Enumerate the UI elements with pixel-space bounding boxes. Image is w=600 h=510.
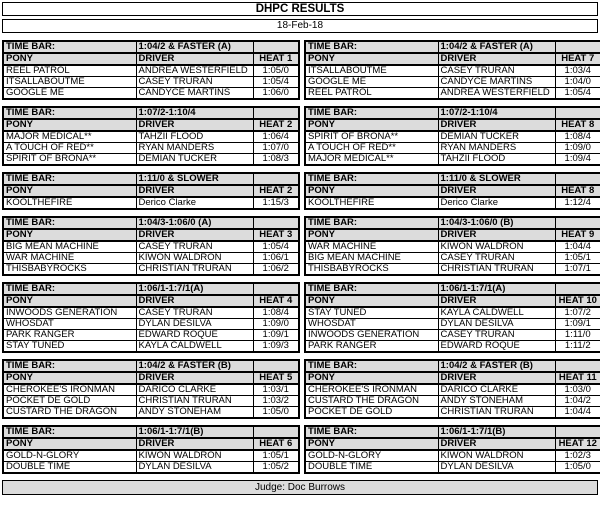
driver-name: KAYLA CALDWELL	[136, 341, 253, 353]
pony-name: ITSALLABOUTME	[305, 65, 438, 77]
heat-time: 1:03/0	[555, 384, 600, 396]
heat-column-header: HEAT 8	[555, 185, 600, 197]
result-row	[3, 330, 299, 341]
result-row	[305, 384, 600, 396]
heat-section	[2, 359, 598, 419]
column-header-row	[305, 53, 600, 65]
heat-table-left	[2, 359, 300, 419]
heat-column-header: HEAT 3	[253, 229, 299, 241]
heat-time: 1:09/0	[253, 319, 299, 330]
driver-name: CANDYCE MARTINS	[136, 88, 253, 100]
pony-name: THISBABYROCKS	[305, 264, 438, 276]
driver-name: KAYLA CALDWELL	[438, 307, 555, 319]
time-bar-empty-cell	[253, 41, 299, 53]
heat-time: 1:08/3	[253, 154, 299, 166]
driver-name: CASEY TRURAN	[438, 330, 555, 341]
heat-column-header: HEAT 4	[253, 295, 299, 307]
time-bar-row	[3, 41, 299, 53]
result-row	[3, 319, 299, 330]
heat-time: 1:06/1	[253, 253, 299, 264]
pony-name: KOOLTHEFIRE	[3, 197, 136, 209]
pony-name: CUSTARD THE DRAGON	[3, 407, 136, 419]
pony-column-header: PONY	[3, 185, 136, 197]
pony-column-header: PONY	[305, 53, 438, 65]
heat-table-right	[304, 172, 600, 210]
heat-time: 1:03/1	[253, 384, 299, 396]
result-row	[3, 407, 299, 419]
driver-name: TAHZII FLOOD	[438, 154, 555, 166]
heat-time: 1:05/0	[253, 407, 299, 419]
heat-time: 1:11/0	[555, 330, 600, 341]
driver-name: Derico Clarke	[136, 197, 253, 209]
driver-name: DYLAN DESILVA	[136, 319, 253, 330]
result-row	[305, 65, 600, 77]
heat-section	[2, 282, 598, 353]
heat-column-header: HEAT 10	[555, 295, 600, 307]
driver-name: CHRISTIAN TRURAN	[136, 264, 253, 276]
heat-section	[2, 216, 598, 276]
heat-table-left	[2, 425, 300, 474]
time-bar-label: TIME BAR:	[305, 107, 438, 119]
time-bar-value: 1:07/2-1:10/4	[438, 107, 555, 119]
time-bar-label: TIME BAR:	[3, 360, 136, 372]
time-bar-empty-cell	[253, 173, 299, 185]
result-row	[305, 197, 600, 209]
driver-name: CASEY TRURAN	[438, 65, 555, 77]
heat-time: 1:06/4	[253, 131, 299, 143]
judge-bar: Judge: Doc Burrows	[2, 480, 598, 495]
pony-column-header: PONY	[305, 229, 438, 241]
time-bar-row	[305, 426, 600, 438]
time-bar-empty-cell	[555, 217, 600, 229]
time-bar-empty-cell	[555, 283, 600, 295]
heat-column-header: HEAT 6	[253, 438, 299, 450]
result-row	[3, 307, 299, 319]
result-row	[305, 319, 600, 330]
time-bar-empty-cell	[253, 283, 299, 295]
driver-name: CASEY TRURAN	[136, 307, 253, 319]
pony-column-header: PONY	[3, 438, 136, 450]
driver-column-header: DRIVER	[136, 295, 253, 307]
heat-time: 1:04/4	[555, 241, 600, 253]
heat-time: 1:07/1	[555, 264, 600, 276]
result-row	[305, 241, 600, 253]
pony-name: PARK RANGER	[3, 330, 136, 341]
time-bar-row	[305, 283, 600, 295]
result-row	[305, 462, 600, 474]
driver-column-header: DRIVER	[438, 185, 555, 197]
driver-name: KIWON WALDRON	[136, 253, 253, 264]
result-row	[305, 341, 600, 353]
time-bar-value: 1:06/1-1:7/1(B)	[136, 426, 253, 438]
driver-name: CHRISTIAN TRURAN	[438, 264, 555, 276]
driver-name: EDWARD ROQUE	[136, 330, 253, 341]
time-bar-row	[3, 217, 299, 229]
heat-table-right	[304, 425, 600, 474]
heat-time: 1:05/0	[555, 462, 600, 474]
event-date: 18-Feb-18	[2, 19, 598, 33]
time-bar-value: 1:06/1-1:7/1(A)	[438, 283, 555, 295]
driver-name: RYAN MANDERS	[136, 143, 253, 154]
heat-time: 1:08/4	[253, 307, 299, 319]
time-bar-value: 1:06/1-1:7/1(A)	[136, 283, 253, 295]
driver-column-header: DRIVER	[438, 229, 555, 241]
result-row	[3, 341, 299, 353]
pony-name: GOLD-N-GLORY	[3, 450, 136, 462]
driver-column-header: DRIVER	[136, 372, 253, 384]
pony-column-header: PONY	[3, 229, 136, 241]
pony-name: BIG MEAN MACHINE	[305, 253, 438, 264]
column-header-row	[3, 438, 299, 450]
heat-column-header: HEAT 2	[253, 119, 299, 131]
driver-name: RYAN MANDERS	[438, 143, 555, 154]
pony-name: A TOUCH OF RED**	[3, 143, 136, 154]
driver-column-header: DRIVER	[438, 372, 555, 384]
heat-time: 1:11/2	[555, 341, 600, 353]
result-row	[3, 65, 299, 77]
driver-column-header: DRIVER	[136, 119, 253, 131]
time-bar-value: 1:04/2 & FASTER (A)	[136, 41, 253, 53]
result-row	[305, 450, 600, 462]
time-bar-label: TIME BAR:	[305, 41, 438, 53]
driver-column-header: DRIVER	[438, 295, 555, 307]
pony-name: CHEROKEE'S IRONMAN	[305, 384, 438, 396]
driver-name: DYLAN DESILVA	[136, 462, 253, 474]
driver-name: CASEY TRURAN	[136, 241, 253, 253]
time-bar-row	[305, 41, 600, 53]
result-row	[305, 253, 600, 264]
heat-time: 1:05/4	[555, 88, 600, 100]
heat-time: 1:02/3	[555, 450, 600, 462]
heat-column-header: HEAT 7	[555, 53, 600, 65]
time-bar-label: TIME BAR:	[305, 426, 438, 438]
heat-table-right	[304, 106, 600, 166]
heat-column-header: HEAT 9	[555, 229, 600, 241]
time-bar-label: TIME BAR:	[305, 360, 438, 372]
driver-column-header: DRIVER	[438, 53, 555, 65]
pony-name: INWOODS GENERATION	[305, 330, 438, 341]
column-header-row	[305, 185, 600, 197]
driver-column-header: DRIVER	[438, 438, 555, 450]
result-row	[305, 154, 600, 166]
time-bar-label: TIME BAR:	[3, 41, 136, 53]
time-bar-row	[3, 426, 299, 438]
time-bar-empty-cell	[555, 426, 600, 438]
pony-name: CUSTARD THE DRAGON	[305, 396, 438, 407]
result-row	[3, 197, 299, 209]
heat-table-left	[2, 172, 300, 210]
time-bar-row	[305, 173, 600, 185]
result-row	[3, 88, 299, 100]
result-row	[3, 384, 299, 396]
driver-name: DARICO CLARKE	[438, 384, 555, 396]
time-bar-empty-cell	[555, 41, 600, 53]
time-bar-value: 1:04/2 & FASTER (B)	[438, 360, 555, 372]
result-row	[3, 241, 299, 253]
heat-table-right	[304, 40, 600, 100]
pony-name: INWOODS GENERATION	[3, 307, 136, 319]
time-bar-label: TIME BAR:	[3, 173, 136, 185]
result-row	[3, 131, 299, 143]
time-bar-empty-cell	[555, 360, 600, 372]
column-header-row	[305, 372, 600, 384]
heat-table-left	[2, 106, 300, 166]
column-header-row	[3, 119, 299, 131]
pony-name: REEL PATROL	[3, 65, 136, 77]
driver-name: EDWARD ROQUE	[438, 341, 555, 353]
heat-time: 1:07/2	[555, 307, 600, 319]
heat-time: 1:09/0	[555, 143, 600, 154]
time-bar-row	[3, 283, 299, 295]
time-bar-value: 1:07/2-1:10/4	[136, 107, 253, 119]
heat-time: 1:09/1	[253, 330, 299, 341]
heat-column-header: HEAT 11	[555, 372, 600, 384]
driver-name: CASEY TRURAN	[136, 77, 253, 88]
time-bar-value: 1:11/0 & SLOWER	[438, 173, 555, 185]
heat-table-left	[2, 282, 300, 353]
pony-name: STAY TUNED	[3, 341, 136, 353]
heat-time: 1:06/0	[253, 88, 299, 100]
result-row	[305, 407, 600, 419]
result-row	[3, 154, 299, 166]
result-row	[3, 77, 299, 88]
driver-name: KIWON WALDRON	[136, 450, 253, 462]
pony-column-header: PONY	[3, 53, 136, 65]
time-bar-row	[305, 217, 600, 229]
column-header-row	[305, 438, 600, 450]
time-bar-label: TIME BAR:	[3, 217, 136, 229]
driver-name: DARICO CLARKE	[136, 384, 253, 396]
heat-column-header: HEAT 2	[253, 185, 299, 197]
pony-name: A TOUCH OF RED**	[305, 143, 438, 154]
result-row	[305, 143, 600, 154]
time-bar-empty-cell	[253, 107, 299, 119]
driver-name: ANDY STONEHAM	[438, 396, 555, 407]
time-bar-value: 1:04/3-1:06/0 (B)	[438, 217, 555, 229]
pony-name: POCKET DE GOLD	[3, 396, 136, 407]
driver-name: Derico Clarke	[438, 197, 555, 209]
pony-name: REEL PATROL	[305, 88, 438, 100]
result-row	[3, 396, 299, 407]
heat-time: 1:07/0	[253, 143, 299, 154]
heat-section	[2, 172, 598, 210]
result-row	[3, 450, 299, 462]
driver-name: ANDY STONEHAM	[136, 407, 253, 419]
result-row	[3, 143, 299, 154]
heat-time: 1:04/4	[555, 407, 600, 419]
time-bar-empty-cell	[555, 173, 600, 185]
driver-name: CHRISTIAN TRURAN	[438, 407, 555, 419]
driver-name: KIWON WALDRON	[438, 241, 555, 253]
result-row	[305, 307, 600, 319]
result-row	[305, 88, 600, 100]
driver-name: ANDREA WESTERFIELD	[438, 88, 555, 100]
time-bar-label: TIME BAR:	[305, 217, 438, 229]
column-header-row	[305, 229, 600, 241]
heat-table-right	[304, 216, 600, 276]
column-header-row	[3, 229, 299, 241]
pony-column-header: PONY	[3, 295, 136, 307]
heat-column-header: HEAT 12	[555, 438, 600, 450]
result-row	[305, 131, 600, 143]
pony-name: WHOSDAT	[3, 319, 136, 330]
time-bar-value: 1:11/0 & SLOWER	[136, 173, 253, 185]
pony-name: DOUBLE TIME	[3, 462, 136, 474]
heat-time: 1:08/4	[555, 131, 600, 143]
pony-column-header: PONY	[3, 372, 136, 384]
driver-name: DYLAN DESILVA	[438, 319, 555, 330]
driver-name: DYLAN DESILVA	[438, 462, 555, 474]
driver-name: TAHZII FLOOD	[136, 131, 253, 143]
pony-name: THISBABYROCKS	[3, 264, 136, 276]
heat-time: 1:06/2	[253, 264, 299, 276]
column-header-row	[305, 119, 600, 131]
heat-table-left	[2, 40, 300, 100]
result-row	[3, 264, 299, 276]
driver-column-header: DRIVER	[136, 53, 253, 65]
time-bar-row	[305, 107, 600, 119]
time-bar-label: TIME BAR:	[305, 283, 438, 295]
heat-sections-container	[2, 40, 598, 474]
column-header-row	[3, 185, 299, 197]
pony-column-header: PONY	[305, 372, 438, 384]
result-row	[305, 264, 600, 276]
driver-name: CHRISTIAN TRURAN	[136, 396, 253, 407]
driver-name: DEMIAN TUCKER	[136, 154, 253, 166]
heat-time: 1:04/2	[555, 396, 600, 407]
time-bar-label: TIME BAR:	[3, 283, 136, 295]
heat-section	[2, 106, 598, 166]
heat-time: 1:05/0	[253, 65, 299, 77]
column-header-row	[3, 295, 299, 307]
heat-time: 1:12/4	[555, 197, 600, 209]
pony-name: KOOLTHEFIRE	[305, 197, 438, 209]
heat-section	[2, 40, 598, 100]
pony-name: GOLD-N-GLORY	[305, 450, 438, 462]
time-bar-empty-cell	[253, 217, 299, 229]
result-row	[3, 253, 299, 264]
driver-column-header: DRIVER	[136, 229, 253, 241]
heat-time: 1:05/1	[555, 253, 600, 264]
time-bar-value: 1:04/2 & FASTER (B)	[136, 360, 253, 372]
heat-time: 1:09/1	[555, 319, 600, 330]
heat-time: 1:05/1	[253, 450, 299, 462]
heat-table-right	[304, 282, 600, 353]
heat-time: 1:05/4	[253, 241, 299, 253]
heat-column-header: HEAT 1	[253, 53, 299, 65]
heat-time: 1:09/3	[253, 341, 299, 353]
pony-name: WAR MACHINE	[305, 241, 438, 253]
time-bar-row	[3, 360, 299, 372]
pony-column-header: PONY	[305, 438, 438, 450]
time-bar-value: 1:04/2 & FASTER (A)	[438, 41, 555, 53]
pony-column-header: PONY	[305, 295, 438, 307]
pony-name: WHOSDAT	[305, 319, 438, 330]
pony-name: CHEROKEE'S IRONMAN	[3, 384, 136, 396]
pony-name: ITSALLABOUTME	[3, 77, 136, 88]
driver-name: KIWON WALDRON	[438, 450, 555, 462]
result-row	[305, 77, 600, 88]
column-header-row	[3, 53, 299, 65]
pony-name: MAJOR MEDICAL**	[3, 131, 136, 143]
pony-column-header: PONY	[305, 119, 438, 131]
driver-name: CASEY TRURAN	[438, 253, 555, 264]
pony-name: PARK RANGER	[305, 341, 438, 353]
time-bar-row	[305, 360, 600, 372]
pony-name: BIG MEAN MACHINE	[3, 241, 136, 253]
driver-name: DEMIAN TUCKER	[438, 131, 555, 143]
time-bar-label: TIME BAR:	[3, 426, 136, 438]
column-header-row	[3, 372, 299, 384]
time-bar-label: TIME BAR:	[305, 173, 438, 185]
heat-table-left	[2, 216, 300, 276]
driver-column-header: DRIVER	[438, 119, 555, 131]
pony-name: SPIRIT OF BRONA**	[3, 154, 136, 166]
pony-name: MAJOR MEDICAL**	[305, 154, 438, 166]
pony-name: SPIRIT OF BRONA**	[305, 131, 438, 143]
pony-name: WAR MACHINE	[3, 253, 136, 264]
time-bar-empty-cell	[253, 426, 299, 438]
driver-column-header: DRIVER	[136, 185, 253, 197]
heat-time: 1:15/3	[253, 197, 299, 209]
pony-name: POCKET DE GOLD	[305, 407, 438, 419]
pony-name: GOOGLE ME	[305, 77, 438, 88]
heat-time: 1:04/0	[555, 77, 600, 88]
time-bar-empty-cell	[555, 107, 600, 119]
pony-name: GOOGLE ME	[3, 88, 136, 100]
heat-time: 1:03/4	[555, 65, 600, 77]
pony-column-header: PONY	[3, 119, 136, 131]
heat-time: 1:05/4	[253, 77, 299, 88]
time-bar-row	[3, 107, 299, 119]
pony-name: STAY TUNED	[305, 307, 438, 319]
pony-column-header: PONY	[305, 185, 438, 197]
driver-column-header: DRIVER	[136, 438, 253, 450]
heat-section	[2, 425, 598, 474]
result-row	[305, 396, 600, 407]
column-header-row	[305, 295, 600, 307]
result-row	[3, 462, 299, 474]
time-bar-value: 1:04/3-1:06/0 (A)	[136, 217, 253, 229]
heat-column-header: HEAT 8	[555, 119, 600, 131]
heat-time: 1:05/2	[253, 462, 299, 474]
driver-name: ANDREA WESTERFIELD	[136, 65, 253, 77]
time-bar-empty-cell	[253, 360, 299, 372]
driver-name: CANDYCE MARTINS	[438, 77, 555, 88]
heat-time: 1:03/2	[253, 396, 299, 407]
heat-table-right	[304, 359, 600, 419]
heat-time: 1:09/4	[555, 154, 600, 166]
time-bar-row	[3, 173, 299, 185]
time-bar-label: TIME BAR:	[3, 107, 136, 119]
heat-column-header: HEAT 5	[253, 372, 299, 384]
result-row	[305, 330, 600, 341]
time-bar-value: 1:06/1-1:7/1(B)	[438, 426, 555, 438]
pony-name: DOUBLE TIME	[305, 462, 438, 474]
page-title: DHPC RESULTS	[2, 2, 598, 16]
